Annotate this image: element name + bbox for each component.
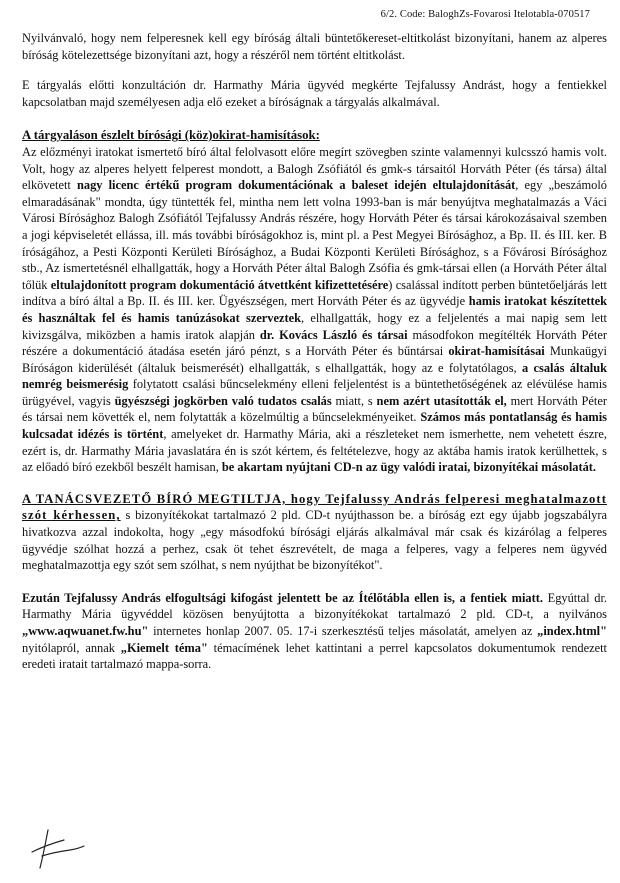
p3-text-m: folytatott csalási bűncselekmény elleni feljelentést is a büntethetőségének az elévülése hamis ürügyével, vagyis — [22, 377, 607, 408]
paragraph-2: E tárgyalás előtti konzultáción dr. Harmathy Mária ügyvéd megkérte Tejfalussy Andrást, hogy a fentiekkel kapcsolatban majd személyesen adja elő ezeket a bíróságnak a tárgyalás alkalmával. — [22, 78, 607, 109]
p3-bold-d: eltulajdonított program dokumentáció átvettként kifizettetésére — [50, 277, 389, 292]
document-body — [22, 30, 607, 673]
p5-text-d: internetes honlap 2007. 05. 17-i szerkesztésű teljes másolatát, amelyen az — [148, 624, 538, 638]
p3-bold-f: hamis iratokat készítettek és használtak fel és hamis tanúzásokat szerveztek — [22, 294, 607, 325]
p3-text-g: , elhallgatták, hogy ez a feljelentés a mai napig sem lett kivizsgálva, miközben a hamis iratok alapján — [22, 310, 607, 342]
p3-text-q: mert Horváth Péter és társai nem követték el, nem folytatták a közelmúltig a bűncselekményeiket. — [22, 393, 608, 425]
p5-text-f: nyitólapról, annak — [22, 640, 121, 655]
p3-bold-b: nagy licenc értékű program dokumentációnak a baleset idején eltulajdonítását — [76, 178, 516, 193]
section-title-forgeries: A tárgyaláson észlelt bírósági (köz)okirat-hamisítások: — [22, 128, 320, 143]
p5-text-h: témacímének lehet kattintani a perrel kapcsolatos dokumentumok rendezett eredeti iratait tartalmazó mappa-sorra. — [22, 640, 607, 672]
p3-text-s: , amelyeket dr. Harmathy Mária, aki a részleteket nem ismerhette, nem vehetett észre, ezért is, dr. Harmathy Mária javaslatára én is szót kértem, és feltételezve, hogy az aktába hamis iratok kerülhettek, s az előadó bíró ezekből beszélt hamisan, — [22, 427, 607, 475]
p3-text-k: Munkaügyi Bíróságon kiderülését (általuk beismerését) elhallgatták, s elhallgatták, hogy az e folytatólagos, — [22, 344, 607, 375]
paragraph-3 — [22, 127, 607, 475]
handwritten-signature — [26, 822, 86, 872]
p5-bold-a: Ezután Tejfalussy András elfogultsági kifogást jelentett be az Ítélőtábla ellen is, a fentiek miatt. — [22, 590, 543, 605]
p4-text-b: s bizonyítékokat tartalmazó 2 pld. CD-t nyújthasson be. a bíróság ezt egy újabb jogszabályra hivatkozva azzal indokolta, hogy „egy másodfokú bírósági eljárás alkalmával már csak és kizárólag a felperes ügyvédje szólhat hozzá a perhez, csak öt tehet észrevételt, de maga a felperes, vagy a felperes nem ügyvéd meghatalmazottja egy szót sem szólhat, s nem nyújthat be bizonyítékot". — [22, 508, 607, 573]
p5-bold-index: „index.html" — [537, 624, 607, 638]
p5-bold-kiemelt: „Kiemelt téma" — [120, 640, 208, 655]
paragraph-4 — [22, 491, 607, 574]
p3-bold-l: a csalás általuk nemrég beismerésig — [22, 360, 607, 392]
p3-bold-h: dr. Kovács László és társai — [259, 327, 408, 342]
page-header-code: 6/2. Code: BaloghZs-Fovarosi Itelotabla-070517 — [380, 9, 590, 20]
p3-text-e: ) csalással indított perben büntetőeljárás lett indítva a bíró által a Bp. II. és III. ker. Ügyészségen, mert Horváth Péter és az ügyvédje — [22, 277, 607, 309]
p5-text-b: Egyúttal dr. Harmathy Mária ügyvéddel közösen benyújtotta a bizonyítékokat tartalmazó 2 pld. CD-t, a nyilvános — [22, 590, 607, 622]
paragraph-5 — [22, 590, 607, 673]
p3-text-c: , egy „beszámoló elmaradásának" mondta, úgy tüntették fel, mintha nem lett volna 1993-ban is már benyújtva meghatalmazás a Váci Városi Bírósághoz Balogh Zsófiától Tejfalussy András részére, hogy Horváth Péter és társai károkozásaival szemben a jogi képviseletét ellássa, ill. más további bíróságokhoz is, mint pl. a Pest Megyei Bírósághoz, a Bp. II. és III. ker. B íróságához, a Pesti Központi Kerületi Bírósághoz, a Budai Központi Kerületi Bírósághoz, s a Fővárosi Bírósághoz stb., Az ismertetésnél elhallgatták, hogy a Horváth Péter által Balogh Zsófia és gmk-társai ellen (a Horváth Péter által tőlük — [22, 178, 608, 292]
p3-bold-p: nem azért utasították el, — [376, 393, 507, 408]
p3-bold-n: ügyészségi jogkörben való tudatos csalás — [114, 393, 332, 408]
p3-bold-t: be akartam nyújtani CD-n az ügy valódi iratai, bizonyítékai másolatát. — [221, 460, 597, 475]
p3-bold-r: Számos más pontatlanság és hamis kulcsadat idézés is történt — [22, 410, 607, 442]
p3-text-o: miatt, s — [331, 393, 377, 408]
p4-heading-judge-forbids: A TANÁCSVEZETŐ BÍRÓ MEGTILTJA, hogy Tejfalussy András felperesi meghatalmazott szót kérhessen, — [22, 491, 607, 523]
paragraph-1: Nyilvánvaló, hogy nem felperesnek kell egy bíróság általi büntetőkereset-eltitkolást bizonyítani, hanem az alperes bíróság kötelezettsége bizonyítani azt, hogy a részéről nem történt eltitkolást. — [22, 31, 607, 62]
p3-text-a: Az előzményi iratokat ismertető bíró által felolvasott előre megírt szövegben szinte valamennyi kulcsszó hamis volt. Volt, hogy az alperes helyett felperest mondott, a Balogh Zsófiától és gmk-s társaitól Horváth Péter (és társa) által elkövetett — [22, 144, 607, 193]
p3-bold-j: okirat-hamisításai — [448, 344, 545, 359]
p3-text-i: másodfokon megítélték Horváth Péter részére a dokumentáció átadása esetén járó pénzt, s a Horváth Péter és bűntársai — [22, 327, 607, 359]
p5-bold-url: „www.aqwuanet.fw.hu" — [22, 624, 149, 638]
